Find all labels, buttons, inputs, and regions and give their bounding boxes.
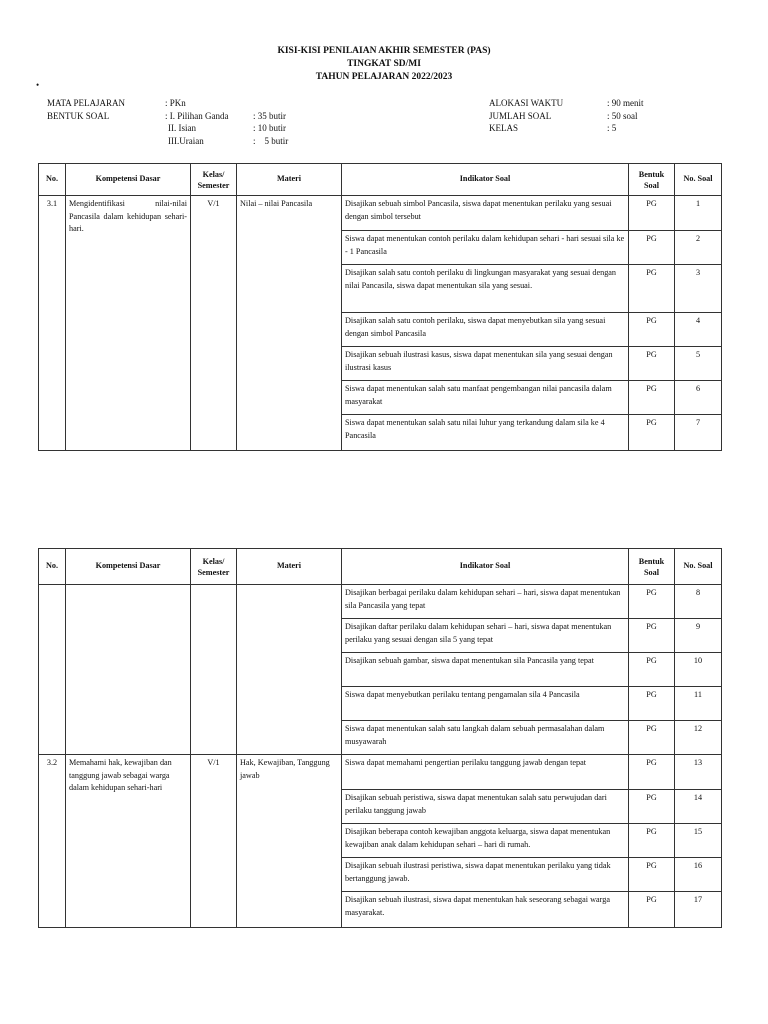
nosoal-cell: 12 xyxy=(675,721,722,755)
bentuk-cell: PG xyxy=(629,653,675,687)
nosoal-cell: 16 xyxy=(675,858,722,892)
nosoal-cell: 5 xyxy=(675,347,722,381)
table-row xyxy=(39,585,722,619)
materi-empty xyxy=(237,585,342,755)
bentuk-cell: PG xyxy=(629,824,675,858)
bentuk-item-2-count: : 10 butir xyxy=(253,123,286,133)
bentuk-cell: PG xyxy=(629,755,675,790)
bentuk-cell: PG xyxy=(629,619,675,653)
kd-number: 3.2 xyxy=(39,755,66,928)
info-left-block xyxy=(47,97,288,147)
table-row xyxy=(39,755,722,790)
jumlah-value: : 50 soal xyxy=(607,110,638,121)
col-header-no: No. xyxy=(39,549,66,585)
bentuk-item-3-name: III.Uraian xyxy=(168,135,204,146)
nosoal-cell: 10 xyxy=(675,653,722,687)
kelas-semester: V/1 xyxy=(191,755,237,928)
indikator-cell: Siswa dapat menyebutkan perilaku tentang pengamalan sila 4 Pancasila xyxy=(342,687,629,721)
indikator-cell: Disajikan sebuah gambar, siswa dapat menentukan sila Pancasila yang tepat xyxy=(342,653,629,687)
nosoal-cell: 11 xyxy=(675,687,722,721)
bentuk-cell: PG xyxy=(629,585,675,619)
bentuk-cell: PG xyxy=(629,858,675,892)
alokasi-label: ALOKASI WAKTU xyxy=(489,98,564,108)
jumlah-label: JUMLAH SOAL xyxy=(489,110,552,121)
bentuk-cell: PG xyxy=(629,265,675,313)
bentuk-cell: PG xyxy=(629,347,675,381)
materi: Nilai – nilai Pancasila xyxy=(237,196,342,451)
nosoal-cell: 8 xyxy=(675,585,722,619)
col-header-bentuk: Bentuk Soal xyxy=(629,549,675,585)
kd-text-empty xyxy=(66,585,191,755)
bentuk-cell: PG xyxy=(629,415,675,451)
col-header-no: No. xyxy=(39,164,66,196)
indikator-cell: Disajikan beberapa contoh kewajiban anggota keluarga, siswa dapat menentukan kewajiban anak dalam kehidupan sehari – hari di rumah. xyxy=(342,824,629,858)
table-header-row xyxy=(39,549,722,585)
indikator-cell: Disajikan sebuah ilustrasi peristiwa, siswa dapat menentukan perilaku yang tidak bertanggung jawab. xyxy=(342,858,629,892)
nosoal-cell: 9 xyxy=(675,619,722,653)
col-header-indikator: Indikator Soal xyxy=(342,164,629,196)
indikator-cell: Siswa dapat menentukan salah satu manfaat pengembangan nilai pancasila dalam masyarakat xyxy=(342,381,629,415)
nosoal-cell: 13 xyxy=(675,755,722,790)
indikator-cell: Disajikan sebuah simbol Pancasila, siswa dapat menentukan perilaku yang sesuai dengan simbol tersebut xyxy=(342,196,629,231)
nosoal-cell: 1 xyxy=(675,196,722,231)
nosoal-cell: 15 xyxy=(675,824,722,858)
col-header-materi: Materi xyxy=(237,549,342,585)
mapel-value: : PKn xyxy=(165,98,186,108)
document-subtitle-year: TAHUN PELAJARAN 2022/2023 xyxy=(315,72,453,82)
indikator-cell: Disajikan sebuah peristiwa, siswa dapat menentukan salah satu perwujudan dari perilaku tanggung jawab xyxy=(342,790,629,824)
bentuk-label: BENTUK SOAL xyxy=(47,110,110,121)
col-header-nosoal: No. Soal xyxy=(675,164,722,196)
nosoal-cell: 6 xyxy=(675,381,722,415)
nosoal-cell: 3 xyxy=(675,265,722,313)
indikator-cell: Disajikan sebuah ilustrasi, siswa dapat menentukan hak seseorang sebagai warga masyarakat. xyxy=(342,892,629,928)
indikator-cell: Disajikan salah satu contoh perilaku, siswa dapat menyebutkan sila yang sesuai dengan simbol Pancasila xyxy=(342,313,629,347)
col-header-indikator: Indikator Soal xyxy=(342,549,629,585)
kelas-value: : 5 xyxy=(607,123,617,133)
bentuk-cell: PG xyxy=(629,892,675,928)
nosoal-cell: 14 xyxy=(675,790,722,824)
info-right-block xyxy=(489,97,644,135)
indikator-cell: Siswa dapat menentukan salah satu nilai luhur yang terkandung dalam sila ke 4 Pancasila xyxy=(342,415,629,451)
indikator-cell: Disajikan sebuah ilustrasi kasus, siswa dapat menentukan sila yang sesuai dengan ilustrasi kasus xyxy=(342,347,629,381)
indikator-cell: Disajikan salah satu contoh perilaku di lingkungan masyarakat yang sesuai dengan nilai Pancasila, siswa dapat menentukan sila yang sesuai. xyxy=(342,265,629,313)
indikator-cell: Siswa dapat memahami pengertian perilaku tanggung jawab dengan tepat xyxy=(342,755,629,790)
bullet-mark: • xyxy=(36,80,40,90)
kd-number-empty xyxy=(39,585,66,755)
indikator-cell: Siswa dapat menentukan contoh perilaku dalam kehidupan sehari - hari sesuai sila ke - 1 Pancasila xyxy=(342,231,629,265)
mapel-label: MATA PELAJARAN xyxy=(47,98,126,108)
col-header-kd: Kompetensi Dasar xyxy=(66,164,191,196)
bentuk-cell: PG xyxy=(629,196,675,231)
bentuk-cell: PG xyxy=(629,790,675,824)
indikator-cell: Disajikan berbagai perilaku dalam kehidupan sehari – hari, siswa dapat menentukan sila Pancasila yang tepat xyxy=(342,585,629,619)
kd-number: 3.1 xyxy=(39,196,66,451)
col-header-kelas: Kelas/ Semester xyxy=(191,549,237,585)
bentuk-cell: PG xyxy=(629,721,675,755)
col-header-kelas: Kelas/ Semester xyxy=(191,164,237,196)
kelas-empty xyxy=(191,585,237,755)
nosoal-cell: 17 xyxy=(675,892,722,928)
document-subtitle-level: TINGKAT SD/MI xyxy=(347,59,421,69)
kisi-table-2 xyxy=(38,548,722,928)
materi: Hak, Kewajiban, Tanggung jawab xyxy=(237,755,342,928)
document-title: KISI-KISI PENILAIAN AKHIR SEMESTER (PAS) xyxy=(277,46,491,56)
kd-text: Mengidentifikasi nilai-nilai Pancasila dalam kehidupan sehari-hari. xyxy=(66,196,191,451)
nosoal-cell: 2 xyxy=(675,231,722,265)
kisi-table-1 xyxy=(38,163,722,451)
nosoal-cell: 7 xyxy=(675,415,722,451)
kelas-label: KELAS xyxy=(489,123,518,133)
nosoal-cell: 4 xyxy=(675,313,722,347)
kelas-semester: V/1 xyxy=(191,196,237,451)
table-row xyxy=(39,196,722,231)
bentuk-cell: PG xyxy=(629,381,675,415)
bentuk-cell: PG xyxy=(629,313,675,347)
col-header-bentuk: Bentuk Soal xyxy=(629,164,675,196)
bentuk-item-1-name: : I. Pilihan Ganda xyxy=(165,110,229,121)
bentuk-cell: PG xyxy=(629,687,675,721)
bentuk-item-3-count: : 5 butir xyxy=(253,135,289,146)
kd-text: Memahami hak, kewajiban dan tanggung jawab sebagai warga dalam kehidupan sehari-hari xyxy=(66,755,191,928)
col-header-materi: Materi xyxy=(237,164,342,196)
indikator-cell: Siswa dapat menentukan salah satu langkah dalam sebuah permasalahan dalam musyawarah xyxy=(342,721,629,755)
table-header-row xyxy=(39,164,722,196)
col-header-kd: Kompetensi Dasar xyxy=(66,549,191,585)
alokasi-value: : 90 menit xyxy=(607,98,644,108)
indikator-cell: Disajikan daftar perilaku dalam kehidupan sehari – hari, siswa dapat menentukan perilaku yang sesuai dengan sila 5 yang tepat xyxy=(342,619,629,653)
bentuk-item-2-name: II. Isian xyxy=(168,123,196,133)
bentuk-cell: PG xyxy=(629,231,675,265)
col-header-nosoal: No. Soal xyxy=(675,549,722,585)
bentuk-item-1-count: : 35 butir xyxy=(253,110,286,121)
